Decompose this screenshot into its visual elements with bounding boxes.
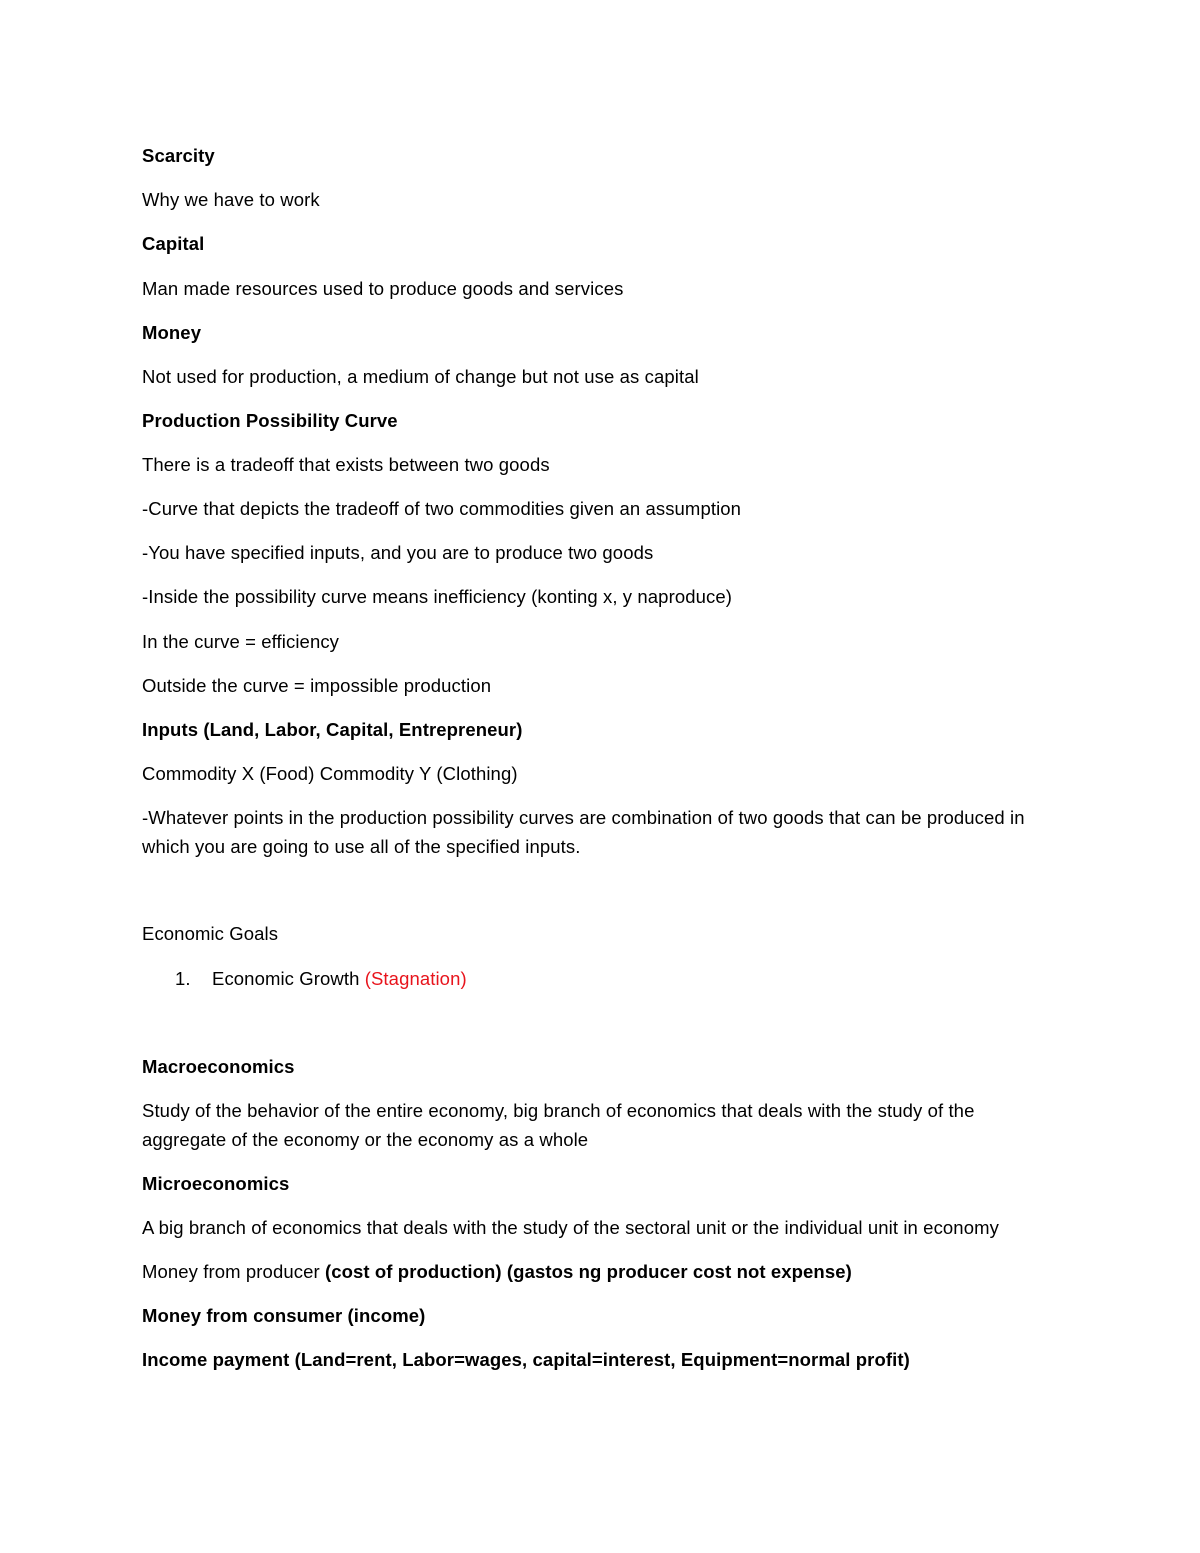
macro-text: Study of the behavior of the entire economy, big branch of economics that deals with the study of the aggregate of the economy or the economy as a whole (142, 1100, 975, 1150)
capital-heading: Capital (142, 233, 205, 254)
ppc-line-2: -Curve that depicts the tradeoff of two commodities given an assumption (142, 498, 742, 519)
ppc-line-5: In the curve = efficiency (142, 631, 340, 652)
ppc-line-3: -You have specified inputs, and you are to produce two goods (142, 542, 654, 563)
micro-text: A big branch of economics that deals with the study of the sectoral unit or the individual unit in economy (142, 1217, 999, 1238)
micro-heading: Microeconomics (142, 1173, 290, 1194)
money-heading: Money (142, 322, 202, 343)
goal-text: Economic Growth (212, 968, 365, 989)
inputs-heading: Inputs (Land, Labor, Capital, Entrepreneur) (142, 719, 523, 740)
ppc-points-text: -Whatever points in the production possibility curves are combination of two goods that can be produced in which you are going to use all of the specified inputs. (142, 807, 1025, 857)
ppc-line-4: -Inside the possibility curve means inefficiency (konting x, y naproduce) (142, 586, 732, 607)
list-number: 1. (175, 968, 191, 989)
capital-text: Man made resources used to produce goods and services (142, 278, 624, 299)
income-line: Income payment (Land=rent, Labor=wages, capital=interest, Equipment=normal profit) (142, 1349, 910, 1370)
producer-line (142, 1257, 852, 1286)
list-item-text (212, 964, 467, 993)
scarcity-heading: Scarcity (142, 145, 215, 166)
commodity-line: Commodity X (Food) Commodity Y (Clothing) (142, 763, 518, 784)
consumer-line: Money from consumer (income) (142, 1305, 426, 1326)
producer-prefix: Money from producer (142, 1261, 325, 1282)
ppc-line-6: Outside the curve = impossible production (142, 675, 492, 696)
ppc-heading: Production Possibility Curve (142, 410, 398, 431)
ppc-line-1: There is a tradeoff that exists between two goods (142, 454, 550, 475)
scarcity-text: Why we have to work (142, 189, 320, 210)
producer-bold: (cost of production) (gastos ng producer cost not expense) (324, 1261, 852, 1282)
money-text: Not used for production, a medium of change but not use as capital (142, 366, 699, 387)
macro-heading: Macroeconomics (142, 1056, 295, 1077)
goals-heading: Economic Goals (142, 923, 279, 944)
goal-note: (Stagnation) (364, 968, 467, 989)
